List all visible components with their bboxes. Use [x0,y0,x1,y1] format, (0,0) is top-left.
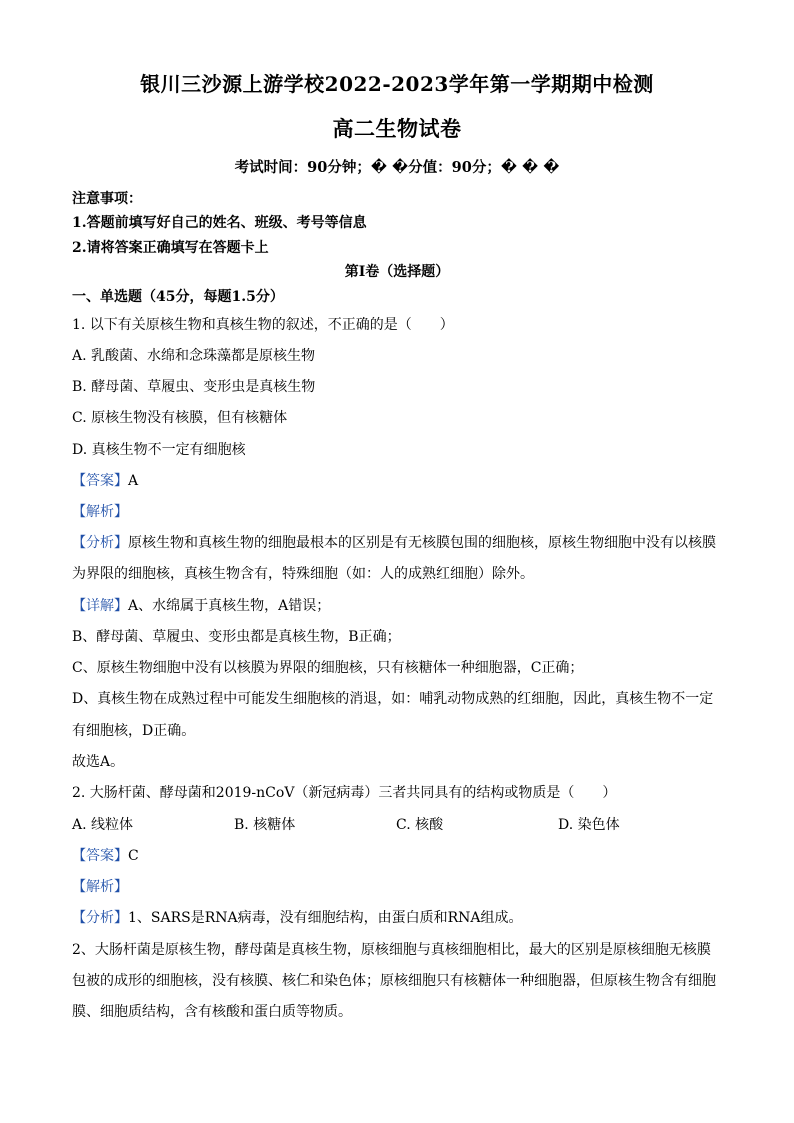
question-1-option-a: A. 乳酸菌、水绵和念珠藻都是原核生物 [72,348,316,364]
question-2-stem: 2. 大肠杆菌、酵母菌和2019-nCoV（新冠病毒）三者共同具有的结构或物质是（ ） [72,785,617,801]
question-2-option-b: B. 核糖体 [234,817,296,833]
document-title: 银川三沙源上游学校2022-2023学年第一学期期中检测 [140,72,654,96]
answer-tag: 【答案】 [72,848,128,864]
notice-heading: 注意事项： [72,191,142,207]
question-1-stem: 1. 以下有关原核生物和真核生物的叙述，不正确的是（ ） [72,317,454,333]
detail-a-text: A、水绵属于真核生物，A错误； [128,598,331,614]
question-1-detail-c: C、原核生物细胞中没有以核膜为界限的细胞核，只有核糖体一种细胞器，C正确； [72,660,584,676]
question-2-fenxi-2-line-2: 包被的成形的细胞核，没有核膜、核仁和染色体；原核细胞只有核糖体一种细胞器，但原核生物含有细胞 [72,973,716,989]
notice-item-2: 2.请将答案正确填写在答题卡上 [72,240,269,256]
fenxi-text: 原核生物和真核生物的细胞最根本的区别是有无核膜包围的细胞核，原核生物细胞中没有以核膜 [128,535,716,551]
question-1-detail-b: B、酵母菌、草履虫、变形虫都是真核生物，B正确； [72,629,401,645]
exam-info: 考试时间：90分钟；� �分值：90分；� � � [234,159,560,176]
question-1-conclusion: 故选A。 [72,754,125,770]
question-1-option-d: D. 真核生物不一定有细胞核 [72,442,246,458]
answer-tag: 【答案】 [72,473,128,489]
answer-value: C [128,848,139,864]
question-2-fenxi-1 [72,908,722,928]
question-1-detail-a [72,596,722,616]
question-1-option-c: C. 原核生物没有核膜，但有核糖体 [72,410,288,426]
question-2-fenxi-2-line-1: 2、大肠杆菌是原核生物，酵母菌是真核生物，原核细胞与真核细胞相比，最大的区别是原核细胞无核膜 [72,942,711,958]
fenxi-tag: 【分析】 [72,535,128,551]
notice-item-1: 1.答题前填写好自己的姓名、班级、考号等信息 [72,215,367,231]
question-2-option-d: D. 染色体 [558,817,620,833]
question-2-fenxi-2-line-3: 膜、细胞质结构，含有核酸和蛋白质等物质。 [72,1004,352,1020]
question-1-option-b: B. 酵母菌、草履虫、变形虫是真核生物 [72,379,316,395]
question-1-fenxi-line-1 [72,533,722,553]
fenxi-tag: 【分析】 [72,910,128,926]
question-1-analysis-tag: 【解析】 [72,504,128,520]
question-2-answer [72,846,722,866]
part-heading: 一、单选题（45分，每题1.5分） [72,289,284,305]
xiangjie-tag: 【详解】 [72,598,128,614]
document-subtitle: 高二生物试卷 [332,116,462,141]
question-1-detail-d-line-2: 有细胞核，D正确。 [72,723,196,739]
question-1-fenxi-line-2: 为界限的细胞核，真核生物含有，特殊细胞（如：人的成熟红细胞）除外。 [72,566,534,582]
question-1-detail-d-line-1: D、真核生物在成熟过程中可能发生细胞核的消退，如：哺乳动物成熟的红细胞，因此，真核生物不一定 [72,691,714,707]
question-2-option-a: A. 线粒体 [72,817,134,833]
question-2-analysis-tag: 【解析】 [72,879,128,895]
section-title: 第Ⅰ卷（选择题） [344,264,450,280]
question-1-answer [72,471,722,491]
question-2-options [72,815,722,835]
question-2-option-c: C. 核酸 [396,817,444,833]
fenxi-text: 1、SARS是RNA病毒，没有细胞结构，由蛋白质和RNA组成。 [128,910,523,926]
answer-value: A [128,473,139,489]
